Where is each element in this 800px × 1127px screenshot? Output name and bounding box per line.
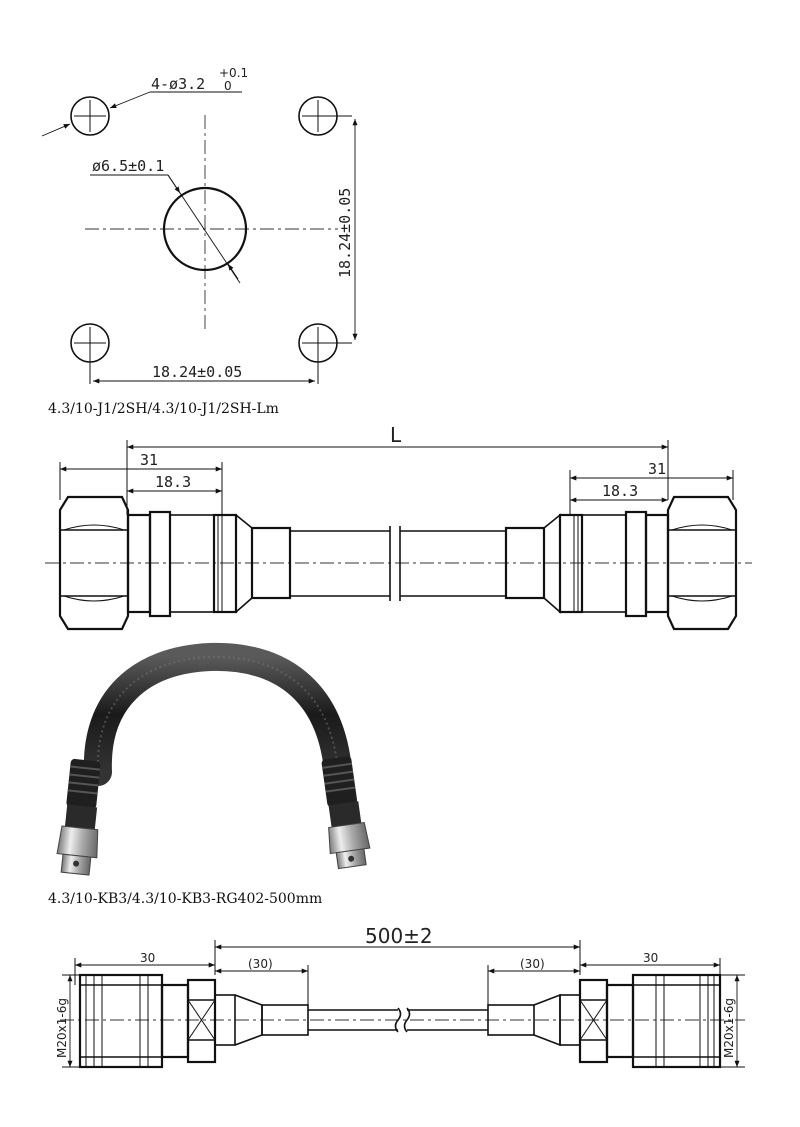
assembly1-caption: 4.3/10-J1/2SH/4.3/10-J1/2SH-Lm xyxy=(48,401,279,417)
length-500-label: 500±2 xyxy=(365,924,433,948)
assembly2-caption: 4.3/10-KB3/4.3/10-KB3-RG402-500mm xyxy=(48,891,323,907)
right-overall-dim: 31 xyxy=(648,460,667,478)
left-connector-a2 xyxy=(80,975,401,1067)
right-connector-dim: 30 xyxy=(643,951,659,965)
right-connector-a2 xyxy=(405,975,721,1067)
left-thread-label: M20x1-6g xyxy=(55,998,69,1058)
left-overall-dim: 31 xyxy=(140,451,159,469)
flange-drawing xyxy=(42,66,355,384)
center-hole-label: ø6.5±0.1 xyxy=(92,157,165,175)
left-inner-dim: 18.3 xyxy=(155,473,192,491)
right-ferrule-dim: (30) xyxy=(520,957,545,971)
horizontal-spacing-label: 18.24±0.05 xyxy=(152,363,243,381)
hole-tol-upper: +0.1 xyxy=(219,66,249,80)
right-inner-dim: 18.3 xyxy=(602,482,639,500)
vertical-spacing-label: 18.24±0.05 xyxy=(336,187,354,278)
length-label: L xyxy=(390,423,402,447)
left-ferrule-dim: (30) xyxy=(248,957,273,971)
cable-illustration xyxy=(55,657,372,876)
assembly2-drawing xyxy=(55,924,745,1067)
right-thread-label: M20x1-6g xyxy=(722,998,736,1058)
hole-tol-lower: 0 xyxy=(224,79,232,93)
assembly1-drawing xyxy=(45,423,752,629)
left-connector-dim: 30 xyxy=(140,951,156,965)
hole-spec-label: 4-ø3.2 xyxy=(151,75,206,93)
